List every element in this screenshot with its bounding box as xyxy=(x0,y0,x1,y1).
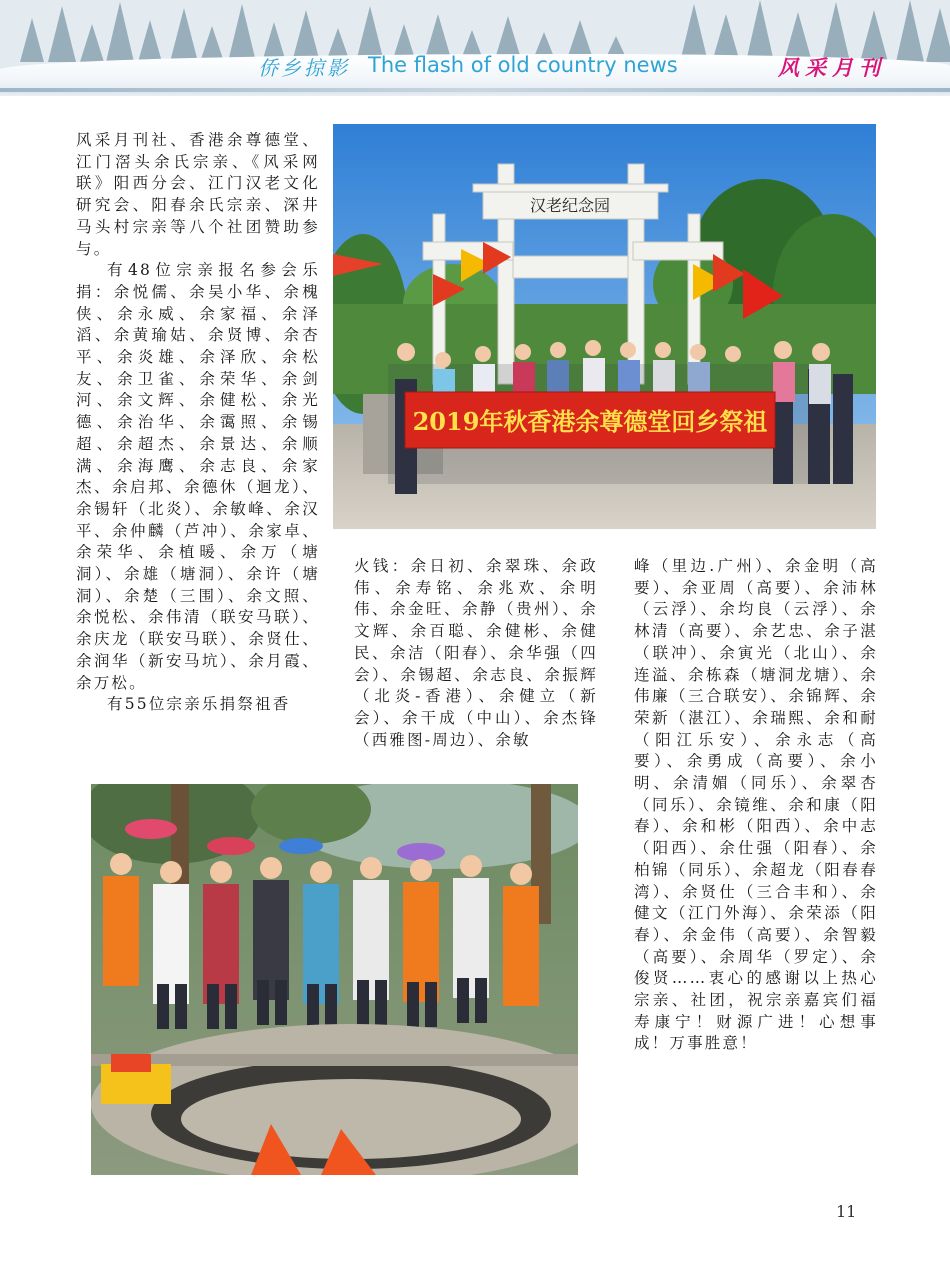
paragraph-donors-55-start: 有55位宗亲乐捐祭祖香 xyxy=(107,695,291,714)
photo-group-at-memorial-arch xyxy=(333,124,876,529)
article-column-1 xyxy=(76,130,320,716)
paragraph-donors-closing: 峰（里边.广州）、余金明（高要）、余亚周（高要）、余沛林（云浮）、余均良（云浮）、余林清（高要）、余艺忠、余子湛（联冲）、余寅光（北山）、余连溢、余栋森（塘洞龙塘）、余伟廉（三合联安）、余锦辉、余荣新（湛江）、余瑞熙、余和耐（阳江乐安）、余永志（高要）、余勇成（高要）、余小明、余清媚（同乐）、余翠杏（同乐）、余镜维、余和康（阳春）、余和彬（阳西）、余中志（阳西）、余仕强（阳春）、余柏锦（同乐）、余超龙（阳春春湾）、余贤仕（三合丰和）、余健文（江门外海）、余荣添（阳春）、余金伟（高要）、余智毅（高要）、余周华（罗定）、余俊贤……衷心的感谢以上热心宗亲、社团，祝宗亲嘉宾们福寿康宁！财源广进！心想事成！万事胜意！ xyxy=(634,557,878,1053)
page-number: 11 xyxy=(836,1202,857,1221)
section-title-cn: 侨乡掠影 xyxy=(258,56,350,80)
header-banner xyxy=(0,0,950,96)
article-column-2 xyxy=(354,556,598,751)
section-title-en: The flash of old country news xyxy=(368,53,678,77)
magazine-name: 风采月刊 xyxy=(778,56,886,80)
arch-inscription: 汉老纪念园 xyxy=(529,196,611,215)
paragraph-donors-55-cont: 火钱：余日初、余翠珠、余政伟、余寿铭、余兆欢、余明伟、余金旺、余静（贵州）、余文辉、余百聪、余健彬、余健民、余洁（阳春）、余华强（四会）、余锡超、余志良、余振辉（北炎-香港）、余健立（新会）、余干成（中山）、余杰锋（西雅图-周边）、余敏 xyxy=(354,557,598,749)
article-column-3 xyxy=(634,556,878,1055)
banner-text: 2019年秋香港余尊德堂回乡祭祖 xyxy=(412,407,768,436)
photo-worship-ceremony xyxy=(91,784,578,1175)
paragraph-donors-48: 有48位宗亲报名参会乐捐：余悦儒、余吴小华、余槐侠、余永威、余家福、余泽滔、余黄瑜姑、余贤博、余杏平、余炎雄、余泽欣、余松友、余卫雀、余荣华、余剑河、余文辉、余健松、余光德、余治华、余霭照、余锡超、余超杰、余景达、余顺满、余海鹰、余志良、余家杰、余启邦、余德休（迴龙）、余锡轩（北炎）、余敏峰、余汉平、余仲麟（芦冲）、余家卓、余荣华、余植暖、余万（塘洞）、余雄（塘洞）、余许（塘洞）、余楚（三围）、余文照、余悦松、余伟清（联安马联）、余庆龙（联安马联）、余贤仕、余润华（新安马坑）、余月霞、余万松。 xyxy=(76,261,320,692)
paragraph-sponsors: 风采月刊社、香港余尊德堂、江门滘头余氏宗亲、《风采网联》阳西分会、江门汉老文化研究会、阳春余氏宗亲、深井马头村宗亲等八个社团赞助参与。 xyxy=(76,131,320,258)
header-rule xyxy=(0,88,950,92)
